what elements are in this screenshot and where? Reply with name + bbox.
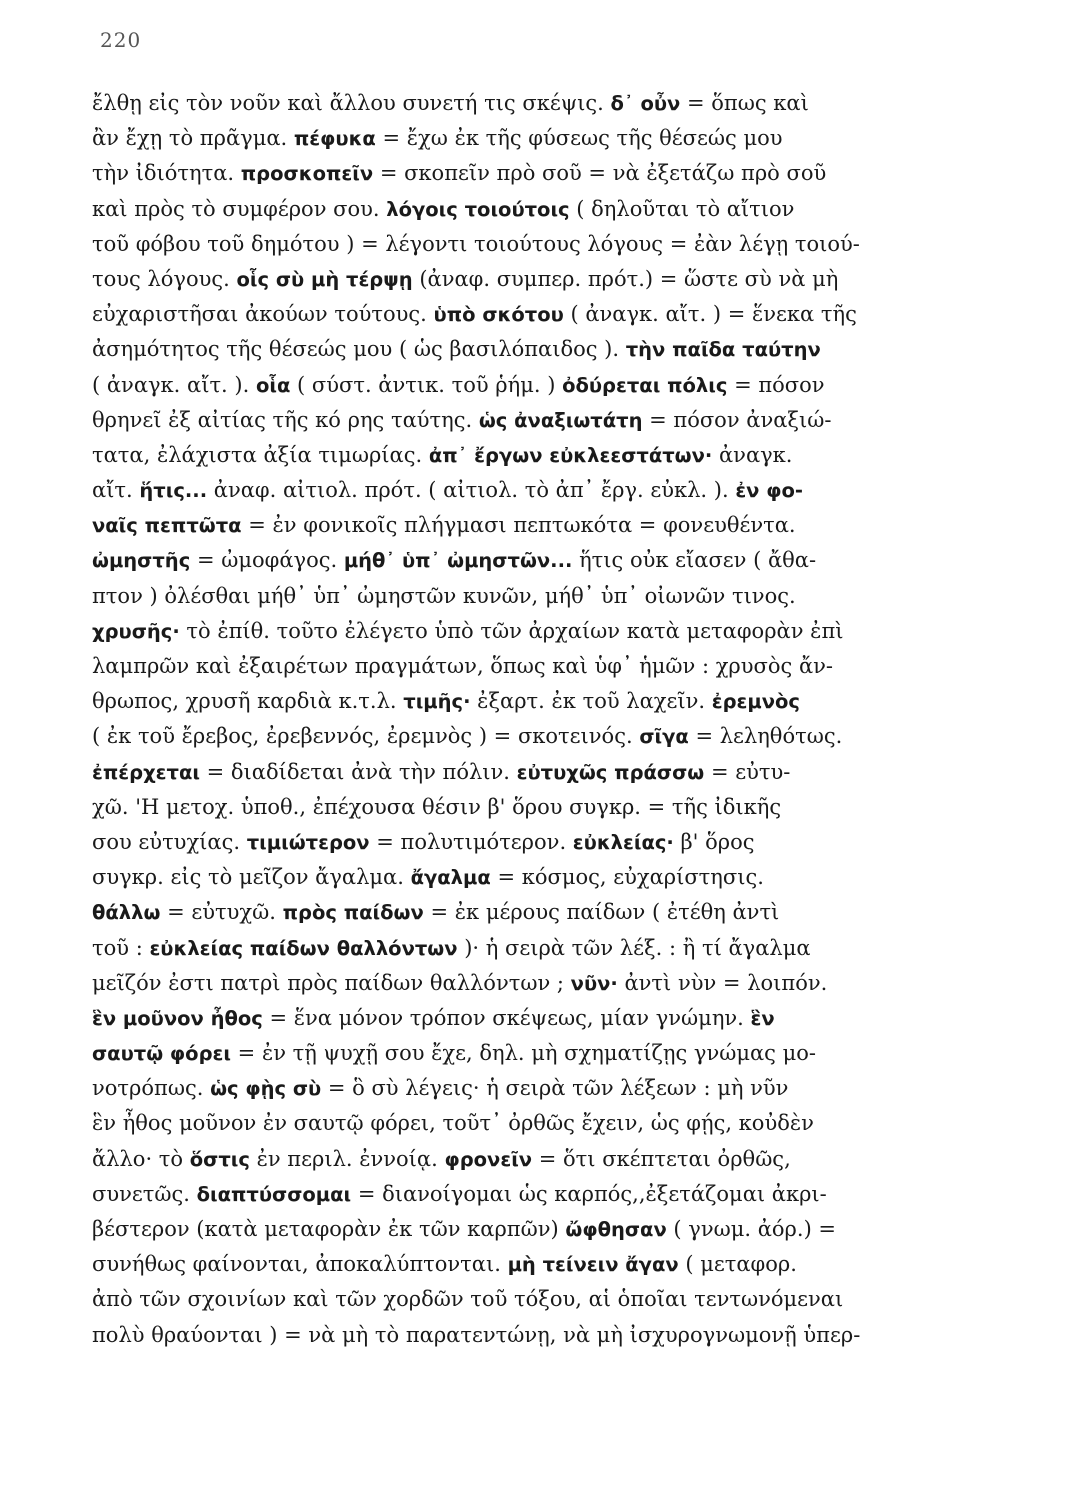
text-line — [92, 1106, 992, 1141]
gloss-text: ἀναγκ. — [712, 442, 793, 467]
lemma-term: ἐν φο- — [735, 479, 803, 503]
gloss-text: ( γνωμ. ἀόρ.) = — [666, 1217, 837, 1241]
text-line — [92, 192, 992, 227]
gloss-text: = πόσον — [727, 372, 825, 397]
text-line — [92, 966, 992, 1001]
text-line — [92, 332, 992, 367]
text-line — [92, 1142, 992, 1177]
lemma-term: ναῖς πεπτῶτα — [92, 514, 242, 538]
text-line — [92, 1036, 992, 1071]
text-line — [92, 508, 992, 543]
text-line — [92, 403, 992, 438]
gloss-text: ἐν περιλ. ἐννοίᾳ. — [249, 1146, 445, 1171]
text-line — [92, 438, 992, 473]
lemma-term: εὐκλείας παίδων θαλλόντων — [149, 936, 458, 960]
gloss-text: = ἕνα μόνον τρόπον σκέψεως, μίαν γνώμην. — [262, 1005, 751, 1030]
page-number: 220 — [100, 28, 142, 52]
lemma-term: ἀπ᾽ ἔργων εὐκλεεστάτων· — [428, 443, 713, 467]
lemma-term: τὴν παῖδα ταύτην — [625, 338, 821, 362]
gloss-text: ( ἀναγκ. αἴτ. ) = ἕνεκα τῆς — [563, 302, 857, 327]
text-line — [92, 1212, 992, 1247]
text-line — [92, 227, 992, 262]
gloss-text: = ὃ σὺ λέγεις· ἡ σειρὰ τῶν λέξεων : μὴ νῦν — [321, 1076, 789, 1101]
gloss-text: = ἐν τῇ ψυχῇ σου ἔχε, δηλ. μὴ σχηματίζῃς γνώμας μο- — [231, 1041, 816, 1066]
lemma-term: ὤφθησαν — [565, 1218, 667, 1241]
gloss-text: τοῦ φόβου τοῦ δημότου ) = λέγοντι τοιούτους λόγους = ἐὰν λέγῃ τοιού- — [92, 231, 860, 256]
gloss-text: = διανοίγομαι ὡς καρπός,,ἐξετάζομαι ἀκρι- — [351, 1181, 827, 1206]
lemma-term: ἄγαλμα — [410, 866, 491, 890]
gloss-text: (ἀναφ. συμπερ. πρότ.) = ὥστε σὺ νὰ μὴ — [412, 266, 839, 291]
text-line — [92, 1247, 992, 1282]
lemma-term: ὀδύρεται πόλις — [562, 373, 728, 397]
gloss-text: τοῦ : — [92, 935, 150, 960]
gloss-text: τατα, ἐλάχιστα ἀξία τιμωρίας. — [92, 442, 429, 467]
lemma-term: ἓν μοῦνον ἦθος — [92, 1006, 263, 1030]
gloss-text: = κόσμος, εὐχαρίστησις. — [490, 865, 764, 890]
text-line — [92, 262, 992, 297]
text-line — [92, 579, 992, 614]
gloss-text: ἥτις οὐκ εἴασεν ( ἄθα- — [572, 548, 817, 573]
gloss-text: ἀσημότητος τῆς θέσεώς μου ( ὡς βασιλόπαιδος ). — [92, 337, 626, 362]
lemma-term: ὠμηστῆς — [92, 549, 191, 573]
text-line — [92, 825, 992, 860]
text-line — [92, 755, 992, 790]
text-line — [92, 1177, 992, 1212]
text-line — [92, 790, 992, 825]
lemma-term: δ᾽ οὖν — [610, 92, 681, 115]
text-line — [92, 297, 992, 332]
gloss-text: ( ἐκ τοῦ ἔρεβος, ἐρεβεννός, ἐρεμνὸς ) = σκοτεινός. — [92, 724, 640, 749]
gloss-text: ἂν ἔχῃ τὸ πρᾶγμα. — [92, 126, 294, 151]
gloss-text: τὴν ἰδιότητα. — [92, 161, 241, 186]
lemma-term: ἥτις... — [139, 479, 208, 503]
gloss-text: τὸ ἐπίθ. τοῦτο ἐλέγετο ὑπὸ τῶν ἀρχαίων κατὰ μεταφορὰν ἐπὶ — [179, 618, 844, 643]
gloss-text: χῶ. 'Η μετοχ. ὑποθ., ἐπέχουσα θέσιν β' ὅρου συγκρ. = τῆς ἰδικῆς — [92, 794, 782, 819]
gloss-text: λαμπρῶν καὶ ἐξαιρέτων πραγμάτων, ὅπως καὶ ὑφ᾽ ἡμῶν : χρυσὸς ἄν- — [92, 654, 833, 678]
gloss-text: ( δηλοῦται τὸ αἴτιον — [569, 196, 795, 221]
gloss-text: β' ὅρος — [673, 829, 755, 854]
gloss-text: ἀπὸ τῶν σχοινίων καὶ τῶν χορδῶν τοῦ τόξου, αἱ ὁποῖαι τεντωνόμεναι — [92, 1287, 844, 1312]
lemma-term: φρονεῖν — [444, 1147, 533, 1171]
commentary-text — [92, 86, 992, 1353]
gloss-text: ἄλλο· τὸ — [92, 1146, 190, 1171]
lemma-term: οἷς σὺ μὴ τέρψῃ — [236, 267, 413, 291]
gloss-text: συνήθως φαίνονται, ἀποκαλύπτονται. — [92, 1252, 508, 1277]
gloss-text: τους λόγους. — [92, 266, 237, 291]
lemma-term: πέφυκα — [293, 127, 376, 151]
gloss-text: ἓν ἦθος μοῦνον ἐν σαυτῷ φόρει, τοῦτ᾽ ὀρθῶς ἔχειν, ὡς φῄς, κοὐδὲν — [92, 1111, 814, 1136]
gloss-text: σου εὐτυχίας. — [92, 829, 247, 854]
gloss-text: = εὐτυχῶ. — [160, 900, 283, 925]
gloss-text: συνετῶς. — [92, 1181, 197, 1206]
gloss-text: καὶ πρὸς τὸ συμφέρον σου. — [92, 196, 387, 221]
gloss-text: εὐχαριστῆσαι ἀκούων τούτους. — [92, 302, 434, 327]
lemma-term: διαπτύσσομαι — [196, 1182, 352, 1206]
gloss-text: = εὐτυ- — [704, 759, 791, 784]
lemma-term: ὡς φῂς σὺ — [210, 1077, 322, 1101]
lemma-term: ἐπέρχεται — [92, 760, 200, 784]
text-line — [92, 121, 992, 156]
lemma-term: ὡς ἀναξιωτάτη — [478, 408, 643, 432]
lemma-term: σαυτῷ φόρει — [92, 1042, 231, 1066]
lemma-term: ὑπὸ σκότου — [433, 303, 564, 327]
lemma-term: νῦν· — [570, 971, 618, 995]
lemma-term: ἓν — [750, 1006, 775, 1030]
gloss-text: βέστερον (κατὰ μεταφορὰν ἐκ τῶν καρπῶν) — [92, 1217, 566, 1241]
gloss-text: ( ἀναγκ. αἴτ. ). — [92, 372, 256, 397]
lemma-term: πρὸς παίδων — [282, 901, 424, 925]
gloss-text: ἀναφ. αἰτιολ. πρότ. ( αἰτιολ. τὸ ἀπ᾽ ἔργ. εὐκλ. ). — [207, 478, 736, 503]
gloss-text: = ἐκ μέρους παίδων ( ἐτέθη ἀντὶ — [423, 900, 780, 925]
lemma-term: τιμῆς· — [403, 690, 471, 714]
lemma-term: λόγοις τοιούτοις — [386, 197, 570, 221]
text-line — [92, 614, 992, 649]
gloss-text: θρηνεῖ ἐξ αἰτίας τῆς κό ρης ταύτης. — [92, 407, 479, 432]
gloss-text: = ἔχω ἐκ τῆς φύσεως τῆς θέσεώς μου — [375, 126, 783, 151]
gloss-text: = λεληθότως. — [688, 724, 843, 749]
gloss-text: = πόσον ἀναξιώ- — [642, 407, 832, 432]
text-line — [92, 86, 992, 121]
lemma-term: χρυσῆς· — [92, 619, 180, 643]
text-line — [92, 473, 992, 508]
lemma-term: οἷα — [255, 373, 291, 397]
gloss-text: = ἐν φονικοῖς πλήγμασι πεπτωκότα = φονευθέντα. — [241, 513, 796, 538]
lemma-term: θάλλω — [92, 901, 161, 925]
lemma-term: μὴ τείνειν ἄγαν — [507, 1253, 679, 1277]
text-line — [92, 1318, 992, 1353]
gloss-text: )· ἡ σειρὰ τῶν λέξ. : ἢ τί ἄγαλμα — [457, 935, 811, 960]
gloss-text: ἔλθῃ εἰς τὸν νοῦν καὶ ἄλλου συνετή τις σκέψις. — [92, 91, 611, 115]
text-line — [92, 1001, 992, 1036]
gloss-text: αἴτ. — [92, 478, 140, 503]
text-line — [92, 931, 992, 966]
text-line — [92, 1071, 992, 1106]
text-line — [92, 368, 992, 403]
text-line — [92, 543, 992, 578]
lemma-term: ὅστις — [189, 1147, 250, 1171]
gloss-text: πολὺ θραύονται ) = νὰ μὴ τὸ παρατεντώνῃ, νὰ μὴ ἰσχυρογνωμονῇ ὑπερ- — [92, 1322, 861, 1347]
gloss-text: = σκοπεῖν πρὸ σοῦ = νὰ ἐξετάζω πρὸ σοῦ — [373, 161, 827, 186]
gloss-text: ἀντὶ νὺν = λοιπόν. — [617, 970, 828, 995]
gloss-text: μεῖζόν ἐστι πατρὶ πρὸς παίδων θαλλόντων ; — [92, 970, 571, 995]
text-line — [92, 895, 992, 930]
gloss-text: ( σύστ. ἀντικ. τοῦ ῥήμ. ) — [290, 372, 563, 397]
gloss-text: θρωπος, χρυσῆ καρδιὰ κ.τ.λ. — [92, 689, 404, 714]
lemma-term: μήθ᾽ ὑπ᾽ ὠμηστῶν... — [343, 549, 573, 573]
lemma-term: εὐτυχῶς πράσσω — [516, 760, 705, 784]
lemma-term: σῖγα — [639, 725, 689, 749]
lemma-term: τιμιώτερον — [246, 830, 370, 854]
gloss-text: συγκρ. εἰς τὸ μεῖζον ἄγαλμα. — [92, 865, 411, 890]
gloss-text: = ὠμοφάγος. — [190, 548, 344, 573]
gloss-text: = διαδίδεται ἀνὰ τὴν πόλιν. — [199, 759, 517, 784]
lemma-term: προσκοπεῖν — [240, 162, 374, 186]
lemma-term: εὐκλείας· — [572, 830, 674, 854]
text-line — [92, 649, 992, 684]
text-line — [92, 860, 992, 895]
lemma-term: ἐρεμνὸς — [711, 690, 800, 714]
gloss-text: ἐξαρτ. ἐκ τοῦ λαχεῖν. — [470, 689, 712, 714]
text-line — [92, 719, 992, 754]
text-line — [92, 156, 992, 191]
gloss-text: = πολυτιμότερον. — [369, 829, 573, 854]
gloss-text: νοτρόπως. — [92, 1076, 211, 1101]
text-line — [92, 684, 992, 719]
gloss-text: = ὅπως καὶ — [680, 91, 809, 115]
text-line — [92, 1282, 992, 1317]
gloss-text: = ὅτι σκέπτεται ὀρθῶς, — [532, 1146, 791, 1171]
gloss-text: πτον ) ὀλέσθαι μήθ᾽ ὑπ᾽ ὠμηστῶν κυνῶν, μήθ᾽ ὑπ᾽ οἰωνῶν τινος. — [92, 583, 796, 608]
gloss-text: ( μεταφορ. — [678, 1252, 797, 1277]
